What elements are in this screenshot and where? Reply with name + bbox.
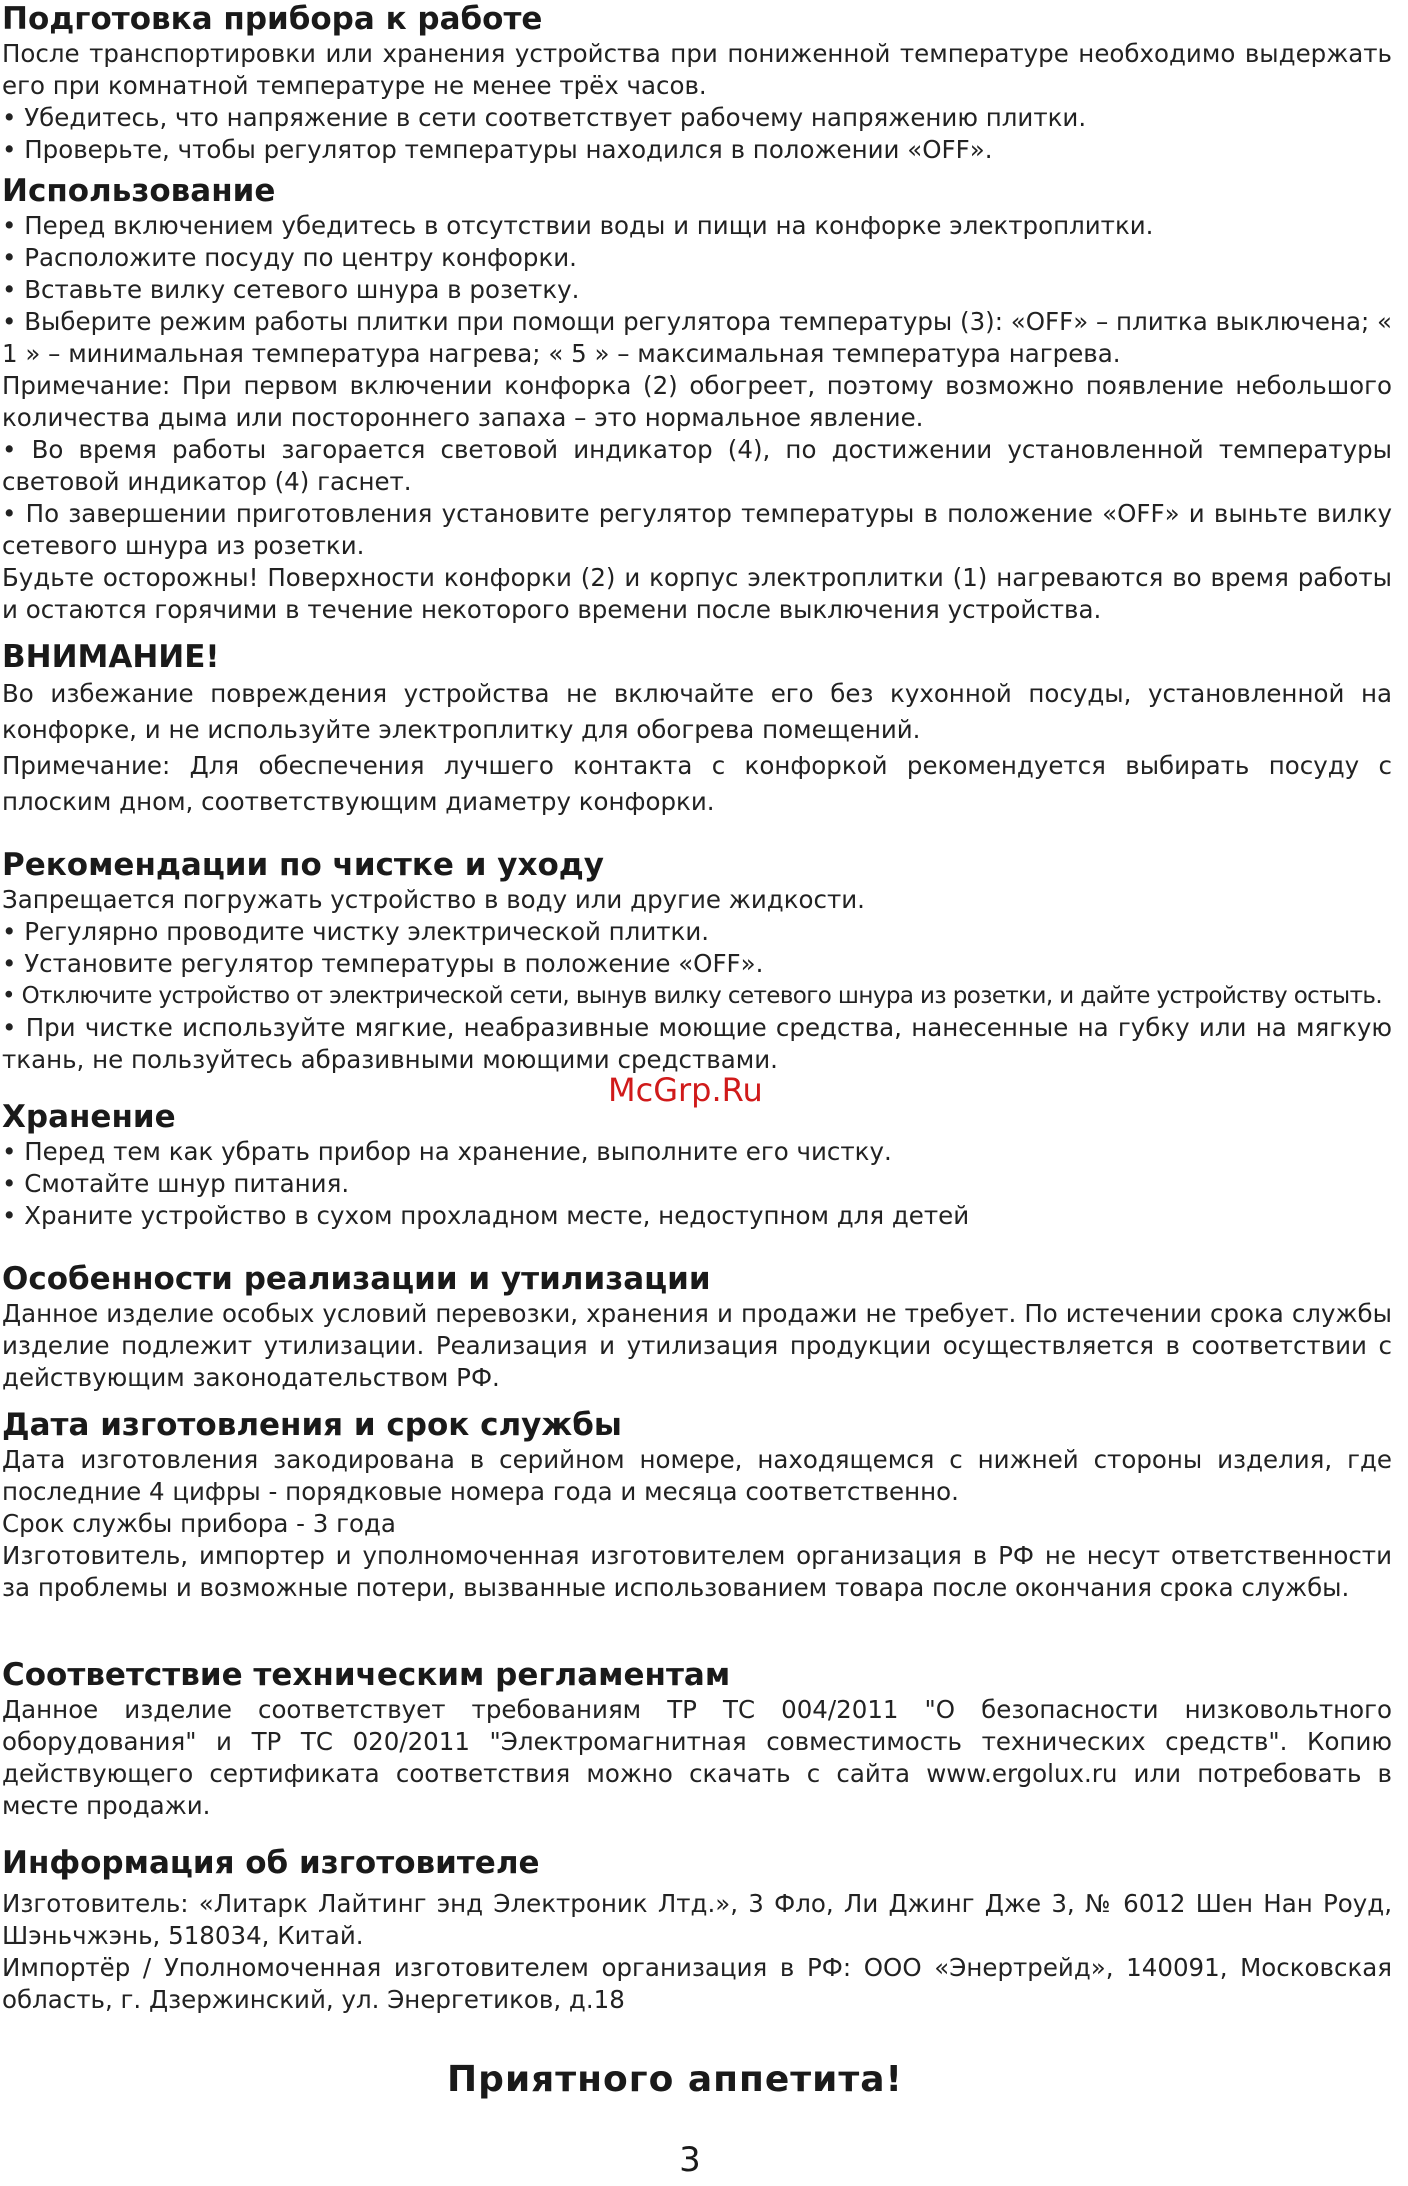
section-manufacturer-info: [0, 1844, 1392, 2016]
paragraph: Данное изделие соответствует требованиям ТР ТС 004/2011 "О безопасности низковольтного оборудования" и ТР ТС 020/2011 "Электромагнитная совместимость технических средств". Копию действующего сертификата соответствия можно скачать с сайта www.ergolux.ru или потребовать в месте продажи.: [2, 1695, 1392, 1820]
section-heading: Использование: [2, 173, 276, 209]
section-heading: Хранение: [2, 1099, 176, 1135]
section-disposal: [0, 1260, 1392, 1394]
section-care: [0, 846, 1392, 1076]
section-heading: Особенности реализации и утилизации: [2, 1261, 711, 1297]
caution-paragraph: Будьте осторожны! Поверхности конфорки (2) и корпус электроплитки (1) нагреваются во время работы и остаются горячими в течение некоторого времени после выключения устройства.: [2, 563, 1392, 624]
bullet-item: • Проверьте, чтобы регулятор температуры находился в положении «OFF».: [2, 135, 993, 164]
paragraph: Данное изделие особых условий перевозки, хранения и продажи не требует. По истечении срока службы изделие подлежит утилизации. Реализация и утилизация продукции осуществляется в соответствии с действующим законодательством РФ.: [2, 1299, 1392, 1392]
section-usage: [0, 172, 1392, 626]
paragraph: Дата изготовления закодирована в серийном номере, находящемся с нижней стороны изделия, где последние 4 цифры - порядковые номера года и месяца соответственно.: [2, 1445, 1392, 1506]
paragraph: Изготовитель, импортер и уполномоченная изготовителем организация в РФ не несут ответственности за проблемы и возможные потери, вызванные использованием товара после окончания срока службы.: [2, 1541, 1392, 1602]
paragraph: Изготовитель: «Литарк Лайтинг энд Электроник Лтд.», 3 Фло, Ли Джинг Дже 3, № 6012 Шен Нан Роуд, Шэньчжэнь, 518034, Китай.: [2, 1889, 1392, 1950]
section-preparation: [0, 0, 1392, 166]
section-compliance: [0, 1656, 1392, 1822]
bullet-item: • Убедитесь, что напряжение в сети соответствует рабочему напряжению плитки.: [2, 103, 1087, 132]
section-heading: ВНИМАНИЕ!: [2, 639, 220, 675]
page-number: 3: [679, 2140, 701, 2180]
bullet-item: • Установите регулятор температуры в положение «OFF».: [2, 949, 764, 978]
watermark-text: McGrp.Ru: [608, 1071, 763, 1109]
bullet-item: • Регулярно проводите чистку электрической плитки.: [2, 917, 710, 946]
section-heading: Дата изготовления и срок службы: [2, 1407, 622, 1443]
bullet-item: • По завершении приготовления установите регулятор температуры в положение «OFF» и выньте вилку сетевого шнура из розетки.: [2, 499, 1392, 560]
section-storage: [0, 1098, 1392, 1232]
paragraph: Импортёр / Уполномоченная изготовителем организация в РФ: ООО «Энертрейд», 140091, Московская область, г. Дзержинский, ул. Энергетиков, д.18: [2, 1953, 1392, 2014]
section-heading: Подготовка прибора к работе: [2, 1, 543, 37]
paragraph: Во избежание повреждения устройства не включайте его без кухонной посуды, установленной на конфорке, и не используйте электроплитку для обогрева помещений.: [2, 679, 1392, 744]
section-heading: Рекомендации по чистке и уходу: [2, 847, 605, 883]
bullet-item: • Вставьте вилку сетевого шнура в розетку.: [2, 275, 580, 304]
bullet-item: • Перед включением убедитесь в отсутствии воды и пищи на конфорке электроплитки.: [2, 211, 1154, 240]
section-heading: Соответствие техническим регламентам: [2, 1657, 731, 1693]
section-heading: Информация об изготовителе: [2, 1845, 540, 1881]
bullet-item: • Храните устройство в сухом прохладном месте, недоступном для детей: [2, 1201, 970, 1230]
note-paragraph: Примечание: Для обеспечения лучшего контакта с конфоркой рекомендуется выбирать посуду с плоским дном, соответствующим диаметру конфорки.: [2, 751, 1392, 816]
bullet-item: • При чистке используйте мягкие, неабразивные моющие средства, нанесенные на губку или на мягкую ткань, не пользуйтесь абразивными моющими средствами.: [2, 1013, 1392, 1074]
bullet-item: • Смотайте шнур питания.: [2, 1169, 350, 1198]
closing-phrase: Приятного аппетита!: [447, 2059, 903, 2100]
section-warning: [0, 638, 1392, 820]
bullet-item: • Перед тем как убрать прибор на хранение, выполните его чистку.: [2, 1137, 892, 1166]
bullet-item: • Расположите посуду по центру конфорки.: [2, 243, 577, 272]
note-paragraph: Примечание: При первом включении конфорка (2) обогреет, поэтому возможно появление небольшого количества дыма или постороннего запаха – это нормальное явление.: [2, 371, 1392, 432]
bullet-item: • Отключите устройство от электрической сети, вынув вилку сетевого шнура из розетки, и дайте устройству остыть.: [2, 983, 1383, 1009]
section-manufacture-date: [0, 1406, 1392, 1604]
paragraph: После транспортировки или хранения устройства при пониженной температуре необходимо выдержать его при комнатной температуре не менее трёх часов.: [2, 39, 1392, 100]
paragraph: Запрещается погружать устройство в воду или другие жидкости.: [2, 885, 865, 914]
bullet-item: • Выберите режим работы плитки при помощи регулятора температуры (3): «OFF» – плитка выключена; « 1 » – минимальная температура нагрева; « 5 » – максимальная температура нагрева.: [2, 307, 1392, 368]
paragraph: Срок службы прибора - 3 года: [2, 1509, 396, 1538]
bullet-item: • Во время работы загорается световой индикатор (4), по достижении установленной температуры световой индикатор (4) гаснет.: [2, 435, 1392, 496]
